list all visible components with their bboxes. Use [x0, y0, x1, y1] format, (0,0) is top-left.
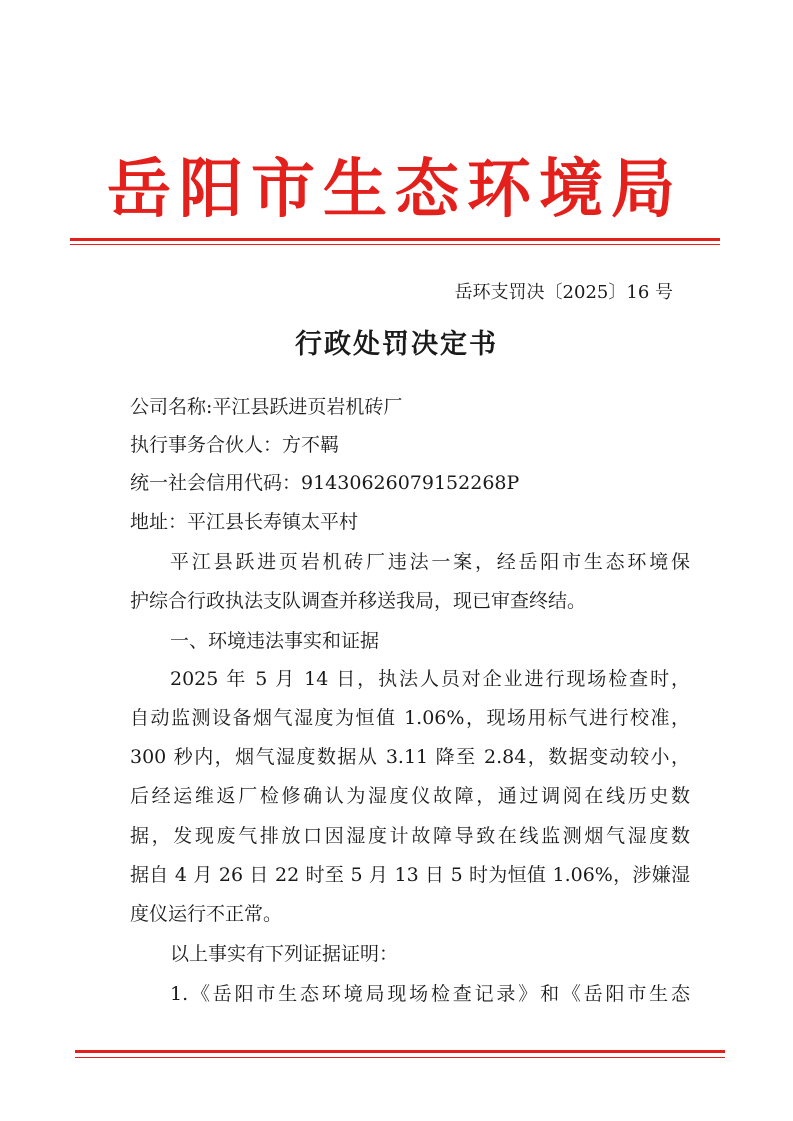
evidence-item-1: 1.《岳阳市生态环境局现场检查记录》和《岳阳市生态: [170, 983, 690, 1005]
partner-line: 执行事务合伙人：方不羁: [130, 434, 340, 456]
facts-line: 后经运维返厂检修确认为湿度仪故障，通过调阅在线历史数: [130, 785, 690, 807]
red-header-rule-thin: [70, 244, 720, 245]
red-header-rule: [70, 238, 720, 241]
issuing-authority-title: 岳阳市生态环境局: [107, 152, 683, 227]
intro-line: 平江县跃进页岩机砖厂违法一案，经岳阳市生态环境保: [170, 551, 690, 573]
section-1-title: 一、环境违法事实和证据: [170, 630, 380, 652]
address-line: 地址：平江县长寿镇太平村: [130, 511, 359, 533]
document-heading: 行政处罚决定书: [295, 329, 498, 360]
red-footer-rule-thin: [75, 1057, 725, 1058]
credit-code-line: 统一社会信用代码：91430626079152268P: [130, 472, 520, 494]
evidence-intro: 以上事实有下列证据证明：: [170, 943, 399, 965]
facts-line: 据自 4 月 26 日 22 时至 5 月 13 日 5 时为恒值 1.06%，涉嫌湿: [130, 864, 690, 886]
red-footer-rule: [75, 1050, 725, 1053]
facts-line: 自动监测设备烟气湿度为恒值 1.06%，现场用标气进行校准，: [130, 707, 690, 729]
facts-line: 300 秒内，烟气湿度数据从 3.11 降至 2.84，数据变动较小，: [130, 746, 690, 768]
facts-line: 2025 年 5 月 14 日，执法人员对企业进行现场检查时，: [170, 668, 690, 690]
company-name-line: 公司名称:平江县跃进页岩机砖厂: [130, 396, 403, 418]
facts-line: 度仪运行不正常。: [130, 903, 283, 925]
intro-line: 护综合行政执法支队调查并移送我局，现已审查终结。: [130, 590, 587, 612]
facts-line: 据，发现废气排放口因湿度计故障导致在线监测烟气湿度数: [130, 825, 690, 847]
document-number: 岳环支罚决〔2025〕16 号: [454, 282, 673, 303]
